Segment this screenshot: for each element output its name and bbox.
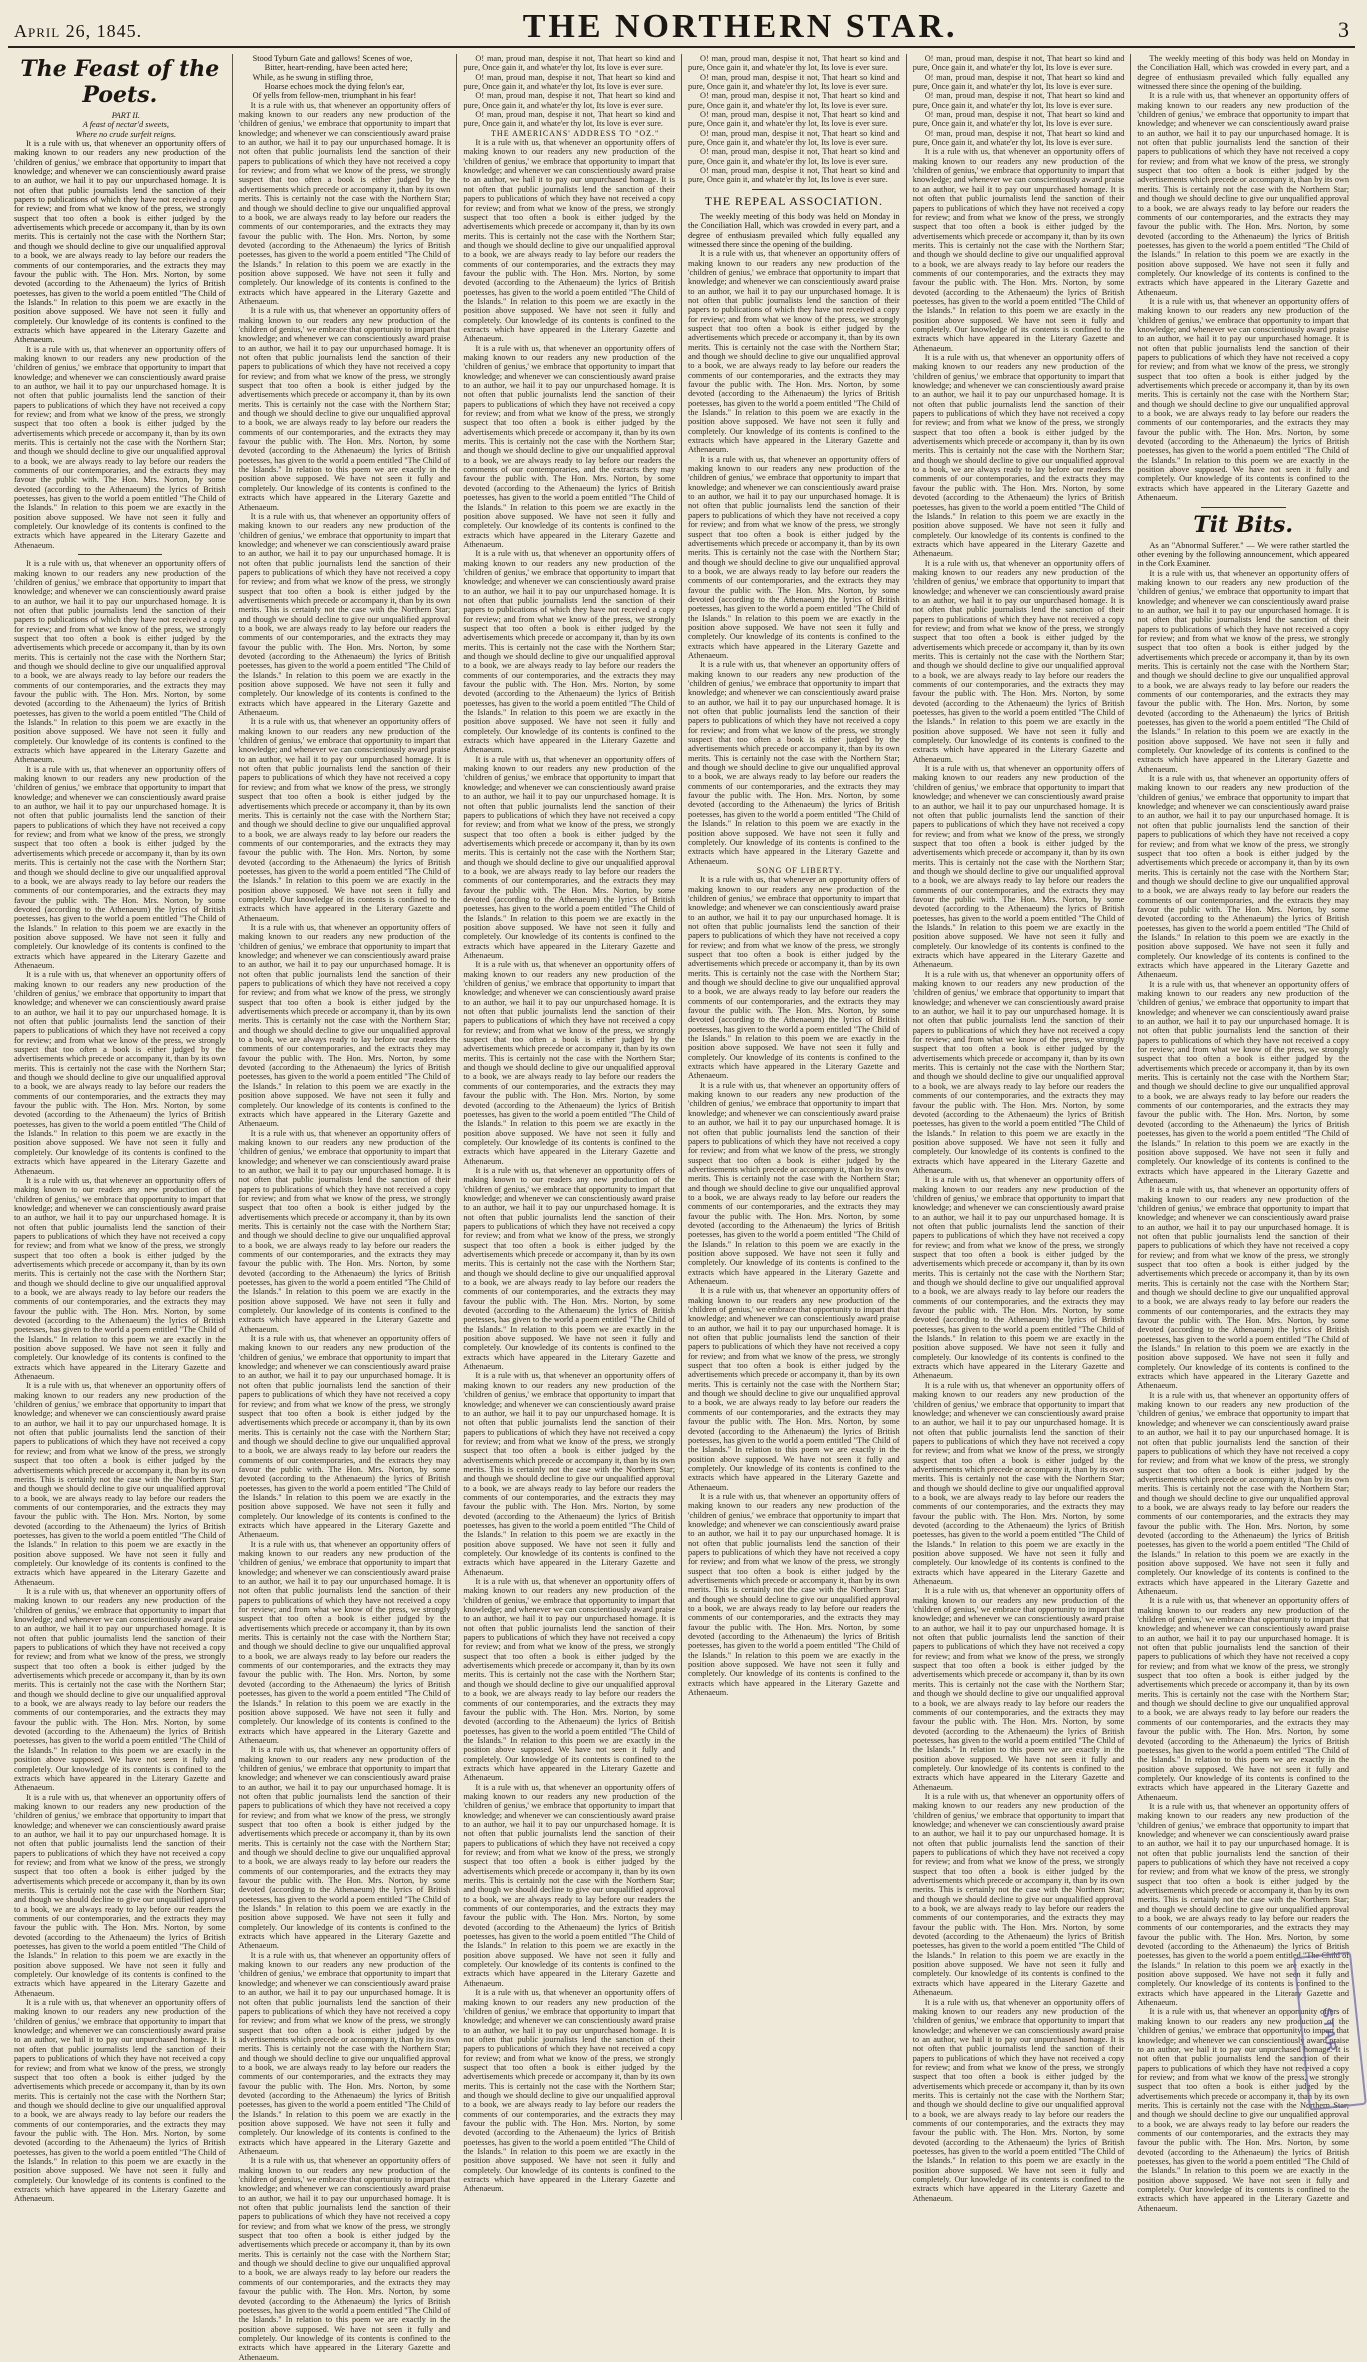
article-text: It is a rule with us, that whenever an opportunity offers of making known to our readers any new production of the 'children of genius,' we embrace that opportunity to impart that knowledge; and whenever we can conscientiously award praise to an author, we hail it to pay our unpurchased homage. It is not often that public journalists lend the sanction of their papers to publications of which they have not received a copy for review; and from what we know of the press, we strongly suspect that too often a book is either judged by the advertisements which precede or accompany it, than by its own merits. This is certainly not the case with the Northern Star; and though we should decline to give our unqualified approval to a book, we are always ready to lay before our readers the comments of our contemporaries, and the extracts they may favour the public with. The Hon. Mrs. Norton, by some devoted (according to the Athenaeum) the lyrics of British poetesses, has given to the world a poem entitled "The Child of the Islands." In relation to this poem we are exactly in the position above supposed. We have not seen it fully and completely. Our knowledge of its contents is confined to the extracts which have appeared in the Literary Gazette and Athenaeum.	[14, 1792, 226, 1998]
article-text: It is a rule with us, that whenever an opportunity offers of making known to our readers any new production of the 'children of genius,' we embrace that opportunity to impart that knowledge; and whenever we can conscientiously award praise to an author, we hail it to pay our unpurchased homage. It is not often that public journalists lend the sanction of their papers to publications of which they have not received a copy for review; and from what we know of the press, we strongly suspect that too often a book is either judged by the advertisements which precede or accompany it, than by its own merits. This is certainly not the case with the Northern Star; and though we should decline to give our unqualified approval to a book, we are always ready to lay before our readers the comments of our contemporaries, and the extracts they may favour the public with. The Hon. Mrs. Norton, by some devoted (according to the Athenaeum) the lyrics of British poetesses, has given to the world a poem entitled "The Child of the Islands." In relation to this poem we are exactly in the position above supposed. We have not seen it fully and completely. Our knowledge of its contents is confined to the extracts which have appeared in the Literary Gazette and Athenaeum.	[14, 1381, 226, 1587]
article-text: It is a rule with us, that whenever an opportunity offers of making known to our readers any new production of the 'children of genius,' we embrace that opportunity to impart that knowledge; and whenever we can conscientiously award praise to an author, we hail it to pay our unpurchased homage. It is not often that public journalists lend the sanction of their papers to publications of which they have not received a copy for review; and from what we know of the press, we strongly suspect that too often a book is either judged by the advertisements which precede or accompany it, than by its own merits. This is certainly not the case with the Northern Star; and though we should decline to give our unqualified approval to a book, we are always ready to lay before our readers the comments of our contemporaries, and the extracts they may favour the public with. The Hon. Mrs. Norton, by some devoted (according to the Athenaeum) the lyrics of British poetesses, has given to the world a poem entitled "The Child of the Islands." In relation to this poem we are exactly in the position above supposed. We have not seen it fully and completely. Our knowledge of its contents is confined to the extracts which have appeared in the Literary Gazette and Athenaeum.	[463, 549, 676, 755]
article-text: It is a rule with us, that whenever an opportunity offers of making known to our readers any new production of the 'children of genius,' we embrace that opportunity to impart that knowledge; and whenever we can conscientiously award praise to an author, we hail it to pay our unpurchased homage. It is not often that public journalists lend the sanction of their papers to publications of which they have not received a copy for review; and from what we know of the press, we strongly suspect that too often a book is either judged by the advertisements which precede or accompany it, than by its own merits. This is certainly not the case with the Northern Star; and though we should decline to give our unqualified approval to a book, we are always ready to lay before our readers the comments of our contemporaries, and the extracts they may favour the public with. The Hon. Mrs. Norton, by some devoted (according to the Athenaeum) the lyrics of British poetesses, has given to the world a poem entitled "The Child of the Islands." In relation to this poem we are exactly in the position above supposed. We have not seen it fully and completely. Our knowledge of its contents is confined to the extracts which have appeared in the Literary Gazette and Athenaeum.	[14, 1175, 226, 1382]
verse-text: O! man, proud man, despise it not, That heart so kind and pure, Once gain it, and whate'er thy lot, Its love is ever sure.	[463, 91, 676, 110]
article-text: It is a rule with us, that whenever an opportunity offers of making known to our readers any new production of the 'children of genius,' we embrace that opportunity to impart that knowledge; and whenever we can conscientiously award praise to an author, we hail it to pay our unpurchased homage. It is not often that public journalists lend the sanction of their papers to publications of which they have not received a copy for review; and from what we know of the press, we strongly suspect that too often a book is either judged by the advertisements which precede or accompany it, than by its own merits. This is certainly not the case with the Northern Star; and though we should decline to give our unqualified approval to a book, we are always ready to lay before our readers the comments of our contemporaries, and the extracts they may favour the public with. The Hon. Mrs. Norton, by some devoted (according to the Athenaeum) the lyrics of British poetesses, has given to the world a poem entitled "The Child of the Islands." In relation to this poem we are exactly in the position above supposed. We have not seen it fully and completely. Our knowledge of its contents is confined to the extracts which have appeared in the Literary Gazette and Athenaeum.	[1137, 568, 1350, 774]
section-heading-repeal: THE REPEAL ASSOCIATION.	[704, 193, 883, 208]
article-text: It is a rule with us, that whenever an opportunity offers of making known to our readers any new production of the 'children of genius,' we embrace that opportunity to impart that knowledge; and whenever we can conscientiously award praise to an author, we hail it to pay our unpurchased homage. It is not often that public journalists lend the sanction of their papers to publications of which they have not received a copy for review; and from what we know of the press, we strongly suspect that too often a book is either judged by the advertisements which precede or accompany it, than by its own merits. This is certainly not the case with the Northern Star; and though we should decline to give our unqualified approval to a book, we are always ready to lay before our readers the comments of our contemporaries, and the extracts they may favour the public with. The Hon. Mrs. Norton, by some devoted (according to the Athenaeum) the lyrics of British poetesses, has given to the world a poem entitled "The Child of the Islands." In relation to this poem we are exactly in the position above supposed. We have not seen it fully and completely. Our knowledge of its contents is confined to the extracts which have appeared in the Literary Gazette and Athenaeum.	[1137, 979, 1350, 1185]
article-text: It is a rule with us, that whenever an opportunity offers of making known to our readers any new production of the 'children of genius,' we embrace that opportunity to impart that knowledge; and whenever we can conscientiously award praise to an author, we hail it to pay our unpurchased homage. It is not often that public journalists lend the sanction of their papers to publications of which they have not received a copy for review; and from what we know of the press, we strongly suspect that too often a book is either judged by the advertisements which precede or accompany it, than by its own merits. This is certainly not the case with the Northern Star; and though we should decline to give our unqualified approval to a book, we are always ready to lay before our readers the comments of our contemporaries, and the extracts they may favour the public with. The Hon. Mrs. Norton, by some devoted (according to the Athenaeum) the lyrics of British poetesses, has given to the world a poem entitled "The Child of the Islands." In relation to this poem we are exactly in the position above supposed. We have not seen it fully and completely. Our knowledge of its contents is confined to the extracts which have appeared in the Literary Gazette and Athenaeum.	[688, 249, 900, 455]
article-text: It is a rule with us, that whenever an opportunity offers of making known to our readers any new production of the 'children of genius,' we embrace that opportunity to impart that knowledge; and whenever we can conscientiously award praise to an author, we hail it to pay our unpurchased homage. It is not often that public journalists lend the sanction of their papers to publications of which they have not received a copy for review; and from what we know of the press, we strongly suspect that too often a book is either judged by the advertisements which precede or accompany it, than by its own merits. This is certainly not the case with the Northern Star; and though we should decline to give our unqualified approval to a book, we are always ready to lay before our readers the comments of our contemporaries, and the extracts they may favour the public with. The Hon. Mrs. Norton, by some devoted (according to the Athenaeum) the lyrics of British poetesses, has given to the world a poem entitled "The Child of the Islands." In relation to this poem we are exactly in the position above supposed. We have not seen it fully and completely. Our knowledge of its contents is confined to the extracts which have appeared in the Literary Gazette and Athenaeum.	[238, 511, 451, 718]
newspaper-title: THE NORTHERN STAR.	[522, 8, 958, 45]
article-text: It is a rule with us, that whenever an opportunity offers of making known to our readers any new production of the 'children of genius,' we embrace that opportunity to impart that knowledge; and whenever we can conscientiously award praise to an author, we hail it to pay our unpurchased homage. It is not often that public journalists lend the sanction of their papers to publications of which they have not received a copy for review; and from what we know of the press, we strongly suspect that too often a book is either judged by the advertisements which precede or accompany it, than by its own merits. This is certainly not the case with the Northern Star; and though we should decline to give our unqualified approval to a book, we are always ready to lay before our readers the comments of our contemporaries, and the extracts they may favour the public with. The Hon. Mrs. Norton, by some devoted (according to the Athenaeum) the lyrics of British poetesses, has given to the world a poem entitled "The Child of the Islands." In relation to this poem we are exactly in the position above supposed. We have not seen it fully and completely. Our knowledge of its contents is confined to the extracts which have appeared in the Literary Gazette and Athenaeum.	[238, 922, 451, 1129]
article-text: It is a rule with us, that whenever an opportunity offers of making known to our readers any new production of the 'children of genius,' we embrace that opportunity to impart that knowledge; and whenever we can conscientiously award praise to an author, we hail it to pay our unpurchased homage. It is not often that public journalists lend the sanction of their papers to publications of which they have not received a copy for review; and from what we know of the press, we strongly suspect that too often a book is either judged by the advertisements which precede or accompany it, than by its own merits. This is certainly not the case with the Northern Star; and though we should decline to give our unqualified approval to a book, we are always ready to lay before our readers the comments of our contemporaries, and the extracts they may favour the public with. The Hon. Mrs. Norton, by some devoted (according to the Athenaeum) the lyrics of British poetesses, has given to the world a poem entitled "The Child of the Islands." In relation to this poem we are exactly in the position above supposed. We have not seen it fully and completely. Our knowledge of its contents is confined to the extracts which have appeared in the Literary Gazette and Athenaeum.	[912, 969, 1125, 1175]
article-text: It is a rule with us, that whenever an opportunity offers of making known to our readers any new production of the 'children of genius,' we embrace that opportunity to impart that knowledge; and whenever we can conscientiously award praise to an author, we hail it to pay our unpurchased homage. It is not often that public journalists lend the sanction of their papers to publications of which they have not received a copy for review; and from what we know of the press, we strongly suspect that too often a book is either judged by the advertisements which precede or accompany it, than by its own merits. This is certainly not the case with the Northern Star; and though we should decline to give our unqualified approval to a book, we are always ready to lay before our readers the comments of our contemporaries, and the extracts they may favour the public with. The Hon. Mrs. Norton, by some devoted (according to the Athenaeum) the lyrics of British poetesses, has given to the world a poem entitled "The Child of the Islands." In relation to this poem we are exactly in the position above supposed. We have not seen it fully and completely. Our knowledge of its contents is confined to the extracts which have appeared in the Literary Gazette and Athenaeum.	[912, 558, 1125, 764]
verse-text: O! man, proud man, despise it not, That heart so kind and pure, Once gain it, and whate'er thy lot, Its love is ever sure.	[688, 166, 900, 185]
verse-text: O! man, proud man, despise it not, That heart so kind and pure, Once gain it, and whate'er thy lot, Its love is ever sure.	[912, 91, 1125, 110]
section-heading-tit-bits: Tit Bits.	[1193, 511, 1294, 538]
article-text: It is a rule with us, that whenever an opportunity offers of making known to our readers any new production of the 'children of genius,' we embrace that opportunity to impart that knowledge; and whenever we can conscientiously award praise to an author, we hail it to pay our unpurchased homage. It is not often that public journalists lend the sanction of their papers to publications of which they have not received a copy for review; and from what we know of the press, we strongly suspect that too often a book is either judged by the advertisements which precede or accompany it, than by its own merits. This is certainly not the case with the Northern Star; and though we should decline to give our unqualified approval to a book, we are always ready to lay before our readers the comments of our contemporaries, and the extracts they may favour the public with. The Hon. Mrs. Norton, by some devoted (according to the Athenaeum) the lyrics of British poetesses, has given to the world a poem entitled "The Child of the Islands." In relation to this poem we are exactly in the position above supposed. We have not seen it fully and completely. Our knowledge of its contents is confined to the extracts which have appeared in the Literary Gazette and Athenaeum.	[1137, 774, 1350, 980]
article-text: It is a rule with us, that whenever an opportunity offers of making known to our readers any new production of the 'children of genius,' we embrace that opportunity to impart that knowledge; and whenever we can conscientiously award praise to an author, we hail it to pay our unpurchased homage. It is not often that public journalists lend the sanction of their papers to publications of which they have not received a copy for review; and from what we know of the press, we strongly suspect that too often a book is either judged by the advertisements which precede or accompany it, than by its own merits. This is certainly not the case with the Northern Star; and though we should decline to give our unqualified approval to a book, we are always ready to lay before our readers the comments of our contemporaries, and the extracts they may favour the public with. The Hon. Mrs. Norton, by some devoted (according to the Athenaeum) the lyrics of British poetesses, has given to the world a poem entitled "The Child of the Islands." In relation to this poem we are exactly in the position above supposed. We have not seen it fully and completely. Our knowledge of its contents is confined to the extracts which have appeared in the Literary Gazette and Athenaeum.	[238, 717, 451, 923]
motto-line-1: A feast of nectar'd sweets,	[82, 120, 169, 130]
article-text: It is a rule with us, that whenever an opportunity offers of making known to our readers any new production of the 'children of genius,' we embrace that opportunity to impart that knowledge; and whenever we can conscientiously award praise to an author, we hail it to pay our unpurchased homage. It is not often that public journalists lend the sanction of their papers to publications of which they have not received a copy for review; and from what we know of the press, we strongly suspect that too often a book is either judged by the advertisements which precede or accompany it, than by its own merits. This is certainly not the case with the Northern Star; and though we should decline to give our unqualified approval to a book, we are always ready to lay before our readers the comments of our contemporaries, and the extracts they may favour the public with. The Hon. Mrs. Norton, by some devoted (according to the Athenaeum) the lyrics of British poetesses, has given to the world a poem entitled "The Child of the Islands." In relation to this poem we are exactly in the position above supposed. We have not seen it fully and completely. Our knowledge of its contents is confined to the extracts which have appeared in the Literary Gazette and Athenaeum.	[912, 1175, 1125, 1381]
column-3	[456, 54, 681, 2194]
article-text: It is a rule with us, that whenever an opportunity offers of making known to our readers any new production of the 'children of genius,' we embrace that opportunity to impart that knowledge; and whenever we can conscientiously award praise to an author, we hail it to pay our unpurchased homage. It is not often that public journalists lend the sanction of their papers to publications of which they have not received a copy for review; and from what we know of the press, we strongly suspect that too often a book is either judged by the advertisements which precede or accompany it, than by its own merits. This is certainly not the case with the Northern Star; and though we should decline to give our unqualified approval to a book, we are always ready to lay before our readers the comments of our contemporaries, and the extracts they may favour the public with. The Hon. Mrs. Norton, by some devoted (according to the Athenaeum) the lyrics of British poetesses, has given to the world a poem entitled "The Child of the Islands." In relation to this poem we are exactly in the position above supposed. We have not seen it fully and completely. Our knowledge of its contents is confined to the extracts which have appeared in the Literary Gazette and Athenaeum.	[14, 1998, 226, 2204]
article-text: The weekly meeting of this body was held on Monday in the Conciliation Hall, which was crowded in every part, and a degree of enthusiasm prevailed which fully equalled any witnessed there since the opening of the building.	[1137, 54, 1350, 92]
article-text: It is a rule with us, that whenever an opportunity offers of making known to our readers any new production of the 'children of genius,' we embrace that opportunity to impart that knowledge; and whenever we can conscientiously award praise to an author, we hail it to pay our unpurchased homage. It is not often that public journalists lend the sanction of their papers to publications of which they have not received a copy for review; and from what we know of the press, we strongly suspect that too often a book is either judged by the advertisements which precede or accompany it, than by its own merits. This is certainly not the case with the Northern Star; and though we should decline to give our unqualified approval to a book, we are always ready to lay before our readers the comments of our contemporaries, and the extracts they may favour the public with. The Hon. Mrs. Norton, by some devoted (according to the Athenaeum) the lyrics of British poetesses, has given to the world a poem entitled "The Child of the Islands." In relation to this poem we are exactly in the position above supposed. We have not seen it fully and completely. Our knowledge of its contents is confined to the extracts which have appeared in the Literary Gazette and Athenaeum.	[912, 1791, 1125, 1998]
article-text: It is a rule with us, that whenever an opportunity offers of making known to our readers any new production of the 'children of genius,' we embrace that opportunity to impart that knowledge; and whenever we can conscientiously award praise to an author, we hail it to pay our unpurchased homage. It is not often that public journalists lend the sanction of their papers to publications of which they have not received a copy for review; and from what we know of the press, we strongly suspect that too often a book is either judged by the advertisements which precede or accompany it, than by its own merits. This is certainly not the case with the Northern Star; and though we should decline to give our unqualified approval to a book, we are always ready to lay before our readers the comments of our contemporaries, and the extracts they may favour the public with. The Hon. Mrs. Norton, by some devoted (according to the Athenaeum) the lyrics of British poetesses, has given to the world a poem entitled "The Child of the Islands." In relation to this poem we are exactly in the position above supposed. We have not seen it fully and completely. Our knowledge of its contents is confined to the extracts which have appeared in the Literary Gazette and Athenaeum.	[463, 1782, 676, 1988]
verse-text: O! man, proud man, despise it not, That heart so kind and pure, Once gain it, and whate'er thy lot, Its love is ever sure.	[688, 54, 900, 73]
verse-line: Hoarse echoes mock the dying felon's ear,	[264, 82, 405, 92]
verse-line: Bitter, heart-rending, have been acted here;	[264, 63, 408, 73]
column-6	[1130, 54, 1355, 2213]
verse-text: O! man, proud man, despise it not, That heart so kind and pure, Once gain it, and whate'er thy lot, Its love is ever sure.	[688, 91, 900, 110]
article-text: It is a rule with us, that whenever an opportunity offers of making known to our readers any new production of the 'children of genius,' we embrace that opportunity to impart that knowledge; and whenever we can conscientiously award praise to an author, we hail it to pay our unpurchased homage. It is not often that public journalists lend the sanction of their papers to publications of which they have not received a copy for review; and from what we know of the press, we strongly suspect that too often a book is either judged by the advertisements which precede or accompany it, than by its own merits. This is certainly not the case with the Northern Star; and though we should decline to give our unqualified approval to a book, we are always ready to lay before our readers the comments of our contemporaries, and the extracts they may favour the public with. The Hon. Mrs. Norton, by some devoted (according to the Athenaeum) the lyrics of British poetesses, has given to the world a poem entitled "The Child of the Islands." In relation to this poem we are exactly in the position above supposed. We have not seen it fully and completely. Our knowledge of its contents is confined to the extracts which have appeared in the Literary Gazette and Athenaeum.	[1137, 296, 1350, 503]
article-text: It is a rule with us, that whenever an opportunity offers of making known to our readers any new production of the 'children of genius,' we embrace that opportunity to impart that knowledge; and whenever we can conscientiously award praise to an author, we hail it to pay our unpurchased homage. It is not often that public journalists lend the sanction of their papers to publications of which they have not received a copy for review; and from what we know of the press, we strongly suspect that too often a book is either judged by the advertisements which precede or accompany it, than by its own merits. This is certainly not the case with the Northern Star; and though we should decline to give our unqualified approval to a book, we are always ready to lay before our readers the comments of our contemporaries, and the extracts they may favour the public with. The Hon. Mrs. Norton, by some devoted (according to the Athenaeum) the lyrics of British poetesses, has given to the world a poem entitled "The Child of the Islands." In relation to this poem we are exactly in the position above supposed. We have not seen it fully and completely. Our knowledge of its contents is confined to the extracts which have appeared in the Literary Gazette and Athenaeum.	[1137, 1185, 1350, 1391]
verse-text: O! man, proud man, despise it not, That heart so kind and pure, Once gain it, and whate'er thy lot, Its love is ever sure.	[688, 128, 900, 148]
divider	[752, 189, 837, 190]
article-text: It is a rule with us, that whenever an opportunity offers of making known to our readers any new production of the 'children of genius,' we embrace that opportunity to impart that knowledge; and whenever we can conscientiously award praise to an author, we hail it to pay our unpurchased homage. It is not often that public journalists lend the sanction of their papers to publications of which they have not received a copy for review; and from what we know of the press, we strongly suspect that too often a book is either judged by the advertisements which precede or accompany it, than by its own merits. This is certainly not the case with the Northern Star; and though we should decline to give our unqualified approval to a book, we are always ready to lay before our readers the comments of our contemporaries, and the extracts they may favour the public with. The Hon. Mrs. Norton, by some devoted (according to the Athenaeum) the lyrics of British poetesses, has given to the world a poem entitled "The Child of the Islands." In relation to this poem we are exactly in the position above supposed. We have not seen it fully and completely. Our knowledge of its contents is confined to the extracts which have appeared in the Literary Gazette and Athenaeum.	[1137, 1596, 1350, 1802]
article-text: It is a rule with us, that whenever an opportunity offers of making known to our readers any new production of the 'children of genius,' we embrace that opportunity to impart that knowledge; and whenever we can conscientiously award praise to an author, we hail it to pay our unpurchased homage. It is not often that public journalists lend the sanction of their papers to publications of which they have not received a copy for review; and from what we know of the press, we strongly suspect that too often a book is either judged by the advertisements which precede or accompany it, than by its own merits. This is certainly not the case with the Northern Star; and though we should decline to give our unqualified approval to a book, we are always ready to lay before our readers the comments of our contemporaries, and the extracts they may favour the public with. The Hon. Mrs. Norton, by some devoted (according to the Athenaeum) the lyrics of British poetesses, has given to the world a poem entitled "The Child of the Islands." In relation to this poem we are exactly in the position above supposed. We have not seen it fully and completely. Our knowledge of its contents is confined to the extracts which have appeared in the Literary Gazette and Athenaeum.	[1137, 1801, 1350, 2008]
article-text: It is a rule with us, that whenever an opportunity offers of making known to our readers any new production of the 'children of genius,' we embrace that opportunity to impart that knowledge; and whenever we can conscientiously award praise to an author, we hail it to pay our unpurchased homage. It is not often that public journalists lend the sanction of their papers to publications of which they have not received a copy for review; and from what we know of the press, we strongly suspect that too often a book is either judged by the advertisements which precede or accompany it, than by its own merits. This is certainly not the case with the Northern Star; and though we should decline to give our unqualified approval to a book, we are always ready to lay before our readers the comments of our contemporaries, and the extracts they may favour the public with. The Hon. Mrs. Norton, by some devoted (according to the Athenaeum) the lyrics of British poetesses, has given to the world a poem entitled "The Child of the Islands." In relation to this poem we are exactly in the position above supposed. We have not seen it fully and completely. Our knowledge of its contents is confined to the extracts which have appeared in the Literary Gazette and Athenaeum.	[463, 960, 676, 1166]
part-label: PART II.	[111, 111, 140, 120]
masthead	[0, 8, 1363, 44]
motto-line-2: Where no crude surfeit reigns.	[75, 129, 177, 139]
article-text: It is a rule with us, that whenever an opportunity offers of making known to our readers any new production of the 'children of genius,' we embrace that opportunity to impart that knowledge; and whenever we can conscientiously award praise to an author, we hail it to pay our unpurchased homage. It is not often that public journalists lend the sanction of their papers to publications of which they have not received a copy for review; and from what we know of the press, we strongly suspect that too often a book is either judged by the advertisements which precede or accompany it, than by its own merits. This is certainly not the case with the Northern Star; and though we should decline to give our unqualified approval to a book, we are always ready to lay before our readers the comments of our contemporaries, and the extracts they may favour the public with. The Hon. Mrs. Norton, by some devoted (according to the Athenaeum) the lyrics of British poetesses, has given to the world a poem entitled "The Child of the Islands." In relation to this poem we are exactly in the position above supposed. We have not seen it fully and completely. Our knowledge of its contents is confined to the extracts which have appeared in the Literary Gazette and Athenaeum.	[238, 1745, 451, 1951]
article-body: The weekly meeting of this body was held on Monday in the Conciliation Hall, which was crowded in every part, and a degree of enthusiasm prevailed which fully equalled any witnessed there since the opening of the building.	[688, 211, 900, 249]
column-1	[8, 54, 232, 2204]
article-text: It is a rule with us, that whenever an opportunity offers of making known to our readers any new production of the 'children of genius,' we embrace that opportunity to impart that knowledge; and whenever we can conscientiously award praise to an author, we hail it to pay our unpurchased homage. It is not often that public journalists lend the sanction of their papers to publications of which they have not received a copy for review; and from what we know of the press, we strongly suspect that too often a book is either judged by the advertisements which precede or accompany it, than by its own merits. This is certainly not the case with the Northern Star; and though we should decline to give our unqualified approval to a book, we are always ready to lay before our readers the comments of our contemporaries, and the extracts they may favour the public with. The Hon. Mrs. Norton, by some devoted (according to the Athenaeum) the lyrics of British poetesses, has given to the world a poem entitled "The Child of the Islands." In relation to this poem we are exactly in the position above supposed. We have not seen it fully and completely. Our knowledge of its contents is confined to the extracts which have appeared in the Literary Gazette and Athenaeum.	[238, 1539, 451, 1745]
verse-text: O! man, proud man, despise it not, That heart so kind and pure, Once gain it, and whate'er thy lot, Its love is ever sure.	[463, 72, 676, 92]
verse-text: O! man, proud man, despise it not, That heart so kind and pure, Once gain it, and whate'er thy lot, Its love is ever sure.	[463, 54, 676, 73]
verse-text: O! man, proud man, despise it not, That heart so kind and pure, Once gain it, and whate'er thy lot, Its love is ever sure.	[912, 110, 1125, 129]
divider	[78, 554, 163, 555]
article-text: It is a rule with us, that whenever an opportunity offers of making known to our readers any new production of the 'children of genius,' we embrace that opportunity to impart that knowledge; and whenever we can conscientiously award praise to an author, we hail it to pay our unpurchased homage. It is not often that public journalists lend the sanction of their papers to publications of which they have not received a copy for review; and from what we know of the press, we strongly suspect that too often a book is either judged by the advertisements which precede or accompany it, than by its own merits. This is certainly not the case with the Northern Star; and though we should decline to give our unqualified approval to a book, we are always ready to lay before our readers the comments of our contemporaries, and the extracts they may favour the public with. The Hon. Mrs. Norton, by some devoted (according to the Athenaeum) the lyrics of British poetesses, has given to the world a poem entitled "The Child of the Islands." In relation to this poem we are exactly in the position above supposed. We have not seen it fully and completely. Our knowledge of its contents is confined to the extracts which have appeared in the Literary Gazette and Athenaeum.	[463, 1988, 676, 2194]
article-text: It is a rule with us, that whenever an opportunity offers of making known to our readers any new production of the 'children of genius,' we embrace that opportunity to impart that knowledge; and whenever we can conscientiously award praise to an author, we hail it to pay our unpurchased homage. It is not often that public journalists lend the sanction of their papers to publications of which they have not received a copy for review; and from what we know of the press, we strongly suspect that too often a book is either judged by the advertisements which precede or accompany it, than by its own merits. This is certainly not the case with the Northern Star; and though we should decline to give our unqualified approval to a book, we are always ready to lay before our readers the comments of our contemporaries, and the extracts they may favour the public with. The Hon. Mrs. Norton, by some devoted (according to the Athenaeum) the lyrics of British poetesses, has given to the world a poem entitled "The Child of the Islands." In relation to this poem we are exactly in the position above supposed. We have not seen it fully and completely. Our knowledge of its contents is confined to the extracts which have appeared in the Literary Gazette and Athenaeum.	[463, 138, 676, 344]
article-text: It is a rule with us, that whenever an opportunity offers of making known to our readers any new production of the 'children of genius,' we embrace that opportunity to impart that knowledge; and whenever we can conscientiously award praise to an author, we hail it to pay our unpurchased homage. It is not often that public journalists lend the sanction of their papers to publications of which they have not received a copy for review; and from what we know of the press, we strongly suspect that too often a book is either judged by the advertisements which precede or accompany it, than by its own merits. This is certainly not the case with the Northern Star; and though we should decline to give our unqualified approval to a book, we are always ready to lay before our readers the comments of our contemporaries, and the extracts they may favour the public with. The Hon. Mrs. Norton, by some devoted (according to the Athenaeum) the lyrics of British poetesses, has given to the world a poem entitled "The Child of the Islands." In relation to this poem we are exactly in the position above supposed. We have not seen it fully and completely. Our knowledge of its contents is confined to the extracts which have appeared in the Literary Gazette and Athenaeum.	[688, 1491, 900, 1698]
stamp-text: STAR	[1319, 2007, 1341, 2055]
article-text: It is a rule with us, that whenever an opportunity offers of making known to our readers any new production of the 'children of genius,' we embrace that opportunity to impart that knowledge; and whenever we can conscientiously award praise to an author, we hail it to pay our unpurchased homage. It is not often that public journalists lend the sanction of their papers to publications of which they have not received a copy for review; and from what we know of the press, we strongly suspect that too often a book is either judged by the advertisements which precede or accompany it, than by its own merits. This is certainly not the case with the Northern Star; and though we should decline to give our unqualified approval to a book, we are always ready to lay before our readers the comments of our contemporaries, and the extracts they may favour the public with. The Hon. Mrs. Norton, by some devoted (according to the Athenaeum) the lyrics of British poetesses, has given to the world a poem entitled "The Child of the Islands." In relation to this poem we are exactly in the position above supposed. We have not seen it fully and completely. Our knowledge of its contents is confined to the extracts which have appeared in the Literary Gazette and Athenaeum.	[1137, 1390, 1350, 1596]
article-text: It is a rule with us, that whenever an opportunity offers of making known to our readers any new production of the 'children of genius,' we embrace that opportunity to impart that knowledge; and whenever we can conscientiously award praise to an author, we hail it to pay our unpurchased homage. It is not often that public journalists lend the sanction of their papers to publications of which they have not received a copy for review; and from what we know of the press, we strongly suspect that too often a book is either judged by the advertisements which precede or accompany it, than by its own merits. This is certainly not the case with the Northern Star; and though we should decline to give our unqualified approval to a book, we are always ready to lay before our readers the comments of our contemporaries, and the extracts they may favour the public with. The Hon. Mrs. Norton, by some devoted (according to the Athenaeum) the lyrics of British poetesses, has given to the world a poem entitled "The Child of the Islands." In relation to this poem we are exactly in the position above supposed. We have not seen it fully and completely. Our knowledge of its contents is confined to the extracts which have appeared in the Literary Gazette and Athenaeum.	[688, 875, 900, 1081]
column-2	[232, 54, 457, 2362]
masthead-rule	[8, 46, 1355, 48]
article-text: It is a rule with us, that whenever an opportunity offers of making known to our readers any new production of the 'children of genius,' we embrace that opportunity to impart that knowledge; and whenever we can conscientiously award praise to an author, we hail it to pay our unpurchased homage. It is not often that public journalists lend the sanction of their papers to publications of which they have not received a copy for review; and from what we know of the press, we strongly suspect that too often a book is either judged by the advertisements which precede or accompany it, than by its own merits. This is certainly not the case with the Northern Star; and though we should decline to give our unqualified approval to a book, we are always ready to lay before our readers the comments of our contemporaries, and the extracts they may favour the public with. The Hon. Mrs. Norton, by some devoted (according to the Athenaeum) the lyrics of British poetesses, has given to the world a poem entitled "The Child of the Islands." In relation to this poem we are exactly in the position above supposed. We have not seen it fully and completely. Our knowledge of its contents is confined to the extracts which have appeared in the Literary Gazette and Athenaeum.	[912, 147, 1125, 353]
verse-text: O! man, proud man, despise it not, That heart so kind and pure, Once gain it, and whate'er thy lot, Its love is ever sure.	[688, 147, 900, 166]
columns	[8, 54, 1355, 2362]
article-text: It is a rule with us, that whenever an opportunity offers of making known to our readers any new production of the 'children of genius,' we embrace that opportunity to impart that knowledge; and whenever we can conscientiously award praise to an author, we hail it to pay our unpurchased homage. It is not often that public journalists lend the sanction of their papers to publications of which they have not received a copy for review; and from what we know of the press, we strongly suspect that too often a book is either judged by the advertisements which precede or accompany it, than by its own merits. This is certainly not the case with the Northern Star; and though we should decline to give our unqualified approval to a book, we are always ready to lay before our readers the comments of our contemporaries, and the extracts they may favour the public with. The Hon. Mrs. Norton, by some devoted (according to the Athenaeum) the lyrics of British poetesses, has given to the world a poem entitled "The Child of the Islands." In relation to this poem we are exactly in the position above supposed. We have not seen it fully and completely. Our knowledge of its contents is confined to the extracts which have appeared in the Literary Gazette and Athenaeum.	[1137, 91, 1350, 297]
article-text: It is a rule with us, that whenever an opportunity offers of making known to our readers any new production of the 'children of genius,' we embrace that opportunity to impart that knowledge; and whenever we can conscientiously award praise to an author, we hail it to pay our unpurchased homage. It is not often that public journalists lend the sanction of their papers to publications of which they have not received a copy for review; and from what we know of the press, we strongly suspect that too often a book is either judged by the advertisements which precede or accompany it, than by its own merits. This is certainly not the case with the Northern Star; and though we should decline to give our unqualified approval to a book, we are always ready to lay before our readers the comments of our contemporaries, and the extracts they may favour the public with. The Hon. Mrs. Norton, by some devoted (according to the Athenaeum) the lyrics of British poetesses, has given to the world a poem entitled "The Child of the Islands." In relation to this poem we are exactly in the position above supposed. We have not seen it fully and completely. Our knowledge of its contents is confined to the extracts which have appeared in the Literary Gazette and Athenaeum.	[14, 559, 226, 765]
poem-extract	[239, 54, 451, 101]
verse-text: O! man, proud man, despise it not, That heart so kind and pure, Once gain it, and whate'er thy lot, Its love is ever sure.	[688, 72, 900, 92]
article-text: It is a rule with us, that whenever an opportunity offers of making known to our readers any new production of the 'children of genius,' we embrace that opportunity to impart that knowledge; and whenever we can conscientiously award praise to an author, we hail it to pay our unpurchased homage. It is not often that public journalists lend the sanction of their papers to publications of which they have not received a copy for review; and from what we know of the press, we strongly suspect that too often a book is either judged by the advertisements which precede or accompany it, than by its own merits. This is certainly not the case with the Northern Star; and though we should decline to give our unqualified approval to a book, we are always ready to lay before our readers the comments of our contemporaries, and the extracts they may favour the public with. The Hon. Mrs. Norton, by some devoted (according to the Athenaeum) the lyrics of British poetesses, has given to the world a poem entitled "The Child of the Islands." In relation to this poem we are exactly in the position above supposed. We have not seen it fully and completely. Our knowledge of its contents is confined to the extracts which have appeared in the Literary Gazette and Athenaeum.	[688, 1080, 900, 1286]
poem-title: THE AMERICANS' ADDRESS TO "OZ."	[491, 128, 660, 138]
article-text: It is a rule with us, that whenever an opportunity offers of making known to our readers any new production of the 'children of genius,' we embrace that opportunity to impart that knowledge; and whenever we can conscientiously award praise to an author, we hail it to pay our unpurchased homage. It is not often that public journalists lend the sanction of their papers to publications of which they have not received a copy for review; and from what we know of the press, we strongly suspect that too often a book is either judged by the advertisements which precede or accompany it, than by its own merits. This is certainly not the case with the Northern Star; and though we should decline to give our unqualified approval to a book, we are always ready to lay before our readers the comments of our contemporaries, and the extracts they may favour the public with. The Hon. Mrs. Norton, by some devoted (according to the Athenaeum) the lyrics of British poetesses, has given to the world a poem entitled "The Child of the Islands." In relation to this poem we are exactly in the position above supposed. We have not seen it fully and completely. Our knowledge of its contents is confined to the extracts which have appeared in the Literary Gazette and Athenaeum.	[912, 1997, 1125, 2203]
article-text: It is a rule with us, that whenever an opportunity offers of making known to our readers any new production of the 'children of genius,' we embrace that opportunity to impart that knowledge; and whenever we can conscientiously award praise to an author, we hail it to pay our unpurchased homage. It is not often that public journalists lend the sanction of their papers to publications of which they have not received a copy for review; and from what we know of the press, we strongly suspect that too often a book is either judged by the advertisements which precede or accompany it, than by its own merits. This is certainly not the case with the Northern Star; and though we should decline to give our unqualified approval to a book, we are always ready to lay before our readers the comments of our contemporaries, and the extracts they may favour the public with. The Hon. Mrs. Norton, by some devoted (according to the Athenaeum) the lyrics of British poetesses, has given to the world a poem entitled "The Child of the Islands." In relation to this poem we are exactly in the position above supposed. We have not seen it fully and completely. Our knowledge of its contents is confined to the extracts which have appeared in the Literary Gazette and Athenaeum.	[912, 353, 1125, 559]
article-text: It is a rule with us, that whenever an opportunity offers of making known to our readers any new production of the 'children of genius,' we embrace that opportunity to impart that knowledge; and whenever we can conscientiously award praise to an author, we hail it to pay our unpurchased homage. It is not often that public journalists lend the sanction of their papers to publications of which they have not received a copy for review; and from what we know of the press, we strongly suspect that too often a book is either judged by the advertisements which precede or accompany it, than by its own merits. This is certainly not the case with the Northern Star; and though we should decline to give our unqualified approval to a book, we are always ready to lay before our readers the comments of our contemporaries, and the extracts they may favour the public with. The Hon. Mrs. Norton, by some devoted (according to the Athenaeum) the lyrics of British poetesses, has given to the world a poem entitled "The Child of the Islands." In relation to this poem we are exactly in the position above supposed. We have not seen it fully and completely. Our knowledge of its contents is confined to the extracts which have appeared in the Literary Gazette and Athenaeum.	[912, 1380, 1125, 1587]
verse-line: Of yells from fellow-men, triumphant in his fear!	[252, 91, 417, 101]
article-text: It is a rule with us, that whenever an opportunity offers of making known to our readers any new production of the 'children of genius,' we embrace that opportunity to impart that knowledge; and whenever we can conscientiously award praise to an author, we hail it to pay our unpurchased homage. It is not often that public journalists lend the sanction of their papers to publications of which they have not received a copy for review; and from what we know of the press, we strongly suspect that too often a book is either judged by the advertisements which precede or accompany it, than by its own merits. This is certainly not the case with the Northern Star; and though we should decline to give our unqualified approval to a book, we are always ready to lay before our readers the comments of our contemporaries, and the extracts they may favour the public with. The Hon. Mrs. Norton, by some devoted (according to the Athenaeum) the lyrics of British poetesses, has given to the world a poem entitled "The Child of the Islands." In relation to this poem we are exactly in the position above supposed. We have not seen it fully and completely. Our knowledge of its contents is confined to the extracts which have appeared in the Literary Gazette and Athenaeum.	[238, 1334, 451, 1540]
article-text: It is a rule with us, that whenever an opportunity offers of making known to our readers any new production of the 'children of genius,' we embrace that opportunity to impart that knowledge; and whenever we can conscientiously award praise to an author, we hail it to pay our unpurchased homage. It is not often that public journalists lend the sanction of their papers to publications of which they have not received a copy for review; and from what we know of the press, we strongly suspect that too often a book is either judged by the advertisements which precede or accompany it, than by its own merits. This is certainly not the case with the Northern Star; and though we should decline to give our unqualified approval to a book, we are always ready to lay before our readers the comments of our contemporaries, and the extracts they may favour the public with. The Hon. Mrs. Norton, by some devoted (according to the Athenaeum) the lyrics of British poetesses, has given to the world a poem entitled "The Child of the Islands." In relation to this poem we are exactly in the position above supposed. We have not seen it fully and completely. Our knowledge of its contents is confined to the extracts which have appeared in the Literary Gazette and Athenaeum.	[463, 1371, 676, 1577]
article-text: It is a rule with us, that whenever an opportunity offers of making known to our readers any new production of the 'children of genius,' we embrace that opportunity to impart that knowledge; and whenever we can conscientiously award praise to an author, we hail it to pay our unpurchased homage. It is not often that public journalists lend the sanction of their papers to publications of which they have not received a copy for review; and from what we know of the press, we strongly suspect that too often a book is either judged by the advertisements which precede or accompany it, than by its own merits. This is certainly not the case with the Northern Star; and though we should decline to give our unqualified approval to a book, we are always ready to lay before our readers the comments of our contemporaries, and the extracts they may favour the public with. The Hon. Mrs. Norton, by some devoted (according to the Athenaeum) the lyrics of British poetesses, has given to the world a poem entitled "The Child of the Islands." In relation to this poem we are exactly in the position above supposed. We have not seen it fully and completely. Our knowledge of its contents is confined to the extracts which have appeared in the Literary Gazette and Athenaeum.	[463, 343, 676, 549]
article-text: It is a rule with us, that whenever an opportunity offers of making known to our readers any new production of the 'children of genius,' we embrace that opportunity to impart that knowledge; and whenever we can conscientiously award praise to an author, we hail it to pay our unpurchased homage. It is not often that public journalists lend the sanction of their papers to publications of which they have not received a copy for review; and from what we know of the press, we strongly suspect that too often a book is either judged by the advertisements which precede or accompany it, than by its own merits. This is certainly not the case with the Northern Star; and though we should decline to give our unqualified approval to a book, we are always ready to lay before our readers the comments of our contemporaries, and the extracts they may favour the public with. The Hon. Mrs. Norton, by some devoted (according to the Athenaeum) the lyrics of British poetesses, has given to the world a poem entitled "The Child of the Islands." In relation to this poem we are exactly in the position above supposed. We have not seen it fully and completely. Our knowledge of its contents is confined to the extracts which have appeared in the Literary Gazette and Athenaeum.	[463, 754, 676, 960]
article-body: It is a rule with us, that whenever an opportunity offers of making known to our readers any new production of the 'children of genius,' we embrace that opportunity to impart that knowledge; and whenever we can conscientiously award praise to an author, we hail it to pay our unpurchased homage. It is not often that public journalists lend the sanction of their papers to publications of which they have not received a copy for review; and from what we know of the press, we strongly suspect that too often a book is either judged by the advertisements which precede or accompany it, than by its own merits. This is certainly not the case with the Northern Star; and though we should decline to give our unqualified approval to a book, we are always ready to lay before our readers the comments of our contemporaries, and the extracts they may favour the public with. The Hon. Mrs. Norton, by some devoted (according to the Athenaeum) the lyrics of British poetesses, has given to the world a poem entitled "The Child of the Islands." In relation to this poem we are exactly in the position above supposed. We have not seen it fully and completely. Our knowledge of its contents is confined to the extracts which have appeared in the Literary Gazette and Athenaeum.	[14, 139, 226, 345]
divider	[1201, 507, 1286, 508]
article-text: It is a rule with us, that whenever an opportunity offers of making known to our readers any new production of the 'children of genius,' we embrace that opportunity to impart that knowledge; and whenever we can conscientiously award praise to an author, we hail it to pay our unpurchased homage. It is not often that public journalists lend the sanction of their papers to publications of which they have not received a copy for review; and from what we know of the press, we strongly suspect that too often a book is either judged by the advertisements which precede or accompany it, than by its own merits. This is certainly not the case with the Northern Star; and though we should decline to give our unqualified approval to a book, we are always ready to lay before our readers the comments of our contemporaries, and the extracts they may favour the public with. The Hon. Mrs. Norton, by some devoted (according to the Athenaeum) the lyrics of British poetesses, has given to the world a poem entitled "The Child of the Islands." In relation to this poem we are exactly in the position above supposed. We have not seen it fully and completely. Our knowledge of its contents is confined to the extracts which have appeared in the Literary Gazette and Athenaeum.	[688, 454, 900, 660]
verse-text: O! man, proud man, despise it not, That heart so kind and pure, Once gain it, and whate'er thy lot, Its love is ever sure.	[912, 72, 1125, 92]
article-text: It is a rule with us, that whenever an opportunity offers of making known to our readers any new production of the 'children of genius,' we embrace that opportunity to impart that knowledge; and whenever we can conscientiously award praise to an author, we hail it to pay our unpurchased homage. It is not often that public journalists lend the sanction of their papers to publications of which they have not received a copy for review; and from what we know of the press, we strongly suspect that too often a book is either judged by the advertisements which precede or accompany it, than by its own merits. This is certainly not the case with the Northern Star; and though we should decline to give our unqualified approval to a book, we are always ready to lay before our readers the comments of our contemporaries, and the extracts they may favour the public with. The Hon. Mrs. Norton, by some devoted (according to the Athenaeum) the lyrics of British poetesses, has given to the world a poem entitled "The Child of the Islands." In relation to this poem we are exactly in the position above supposed. We have not seen it fully and completely. Our knowledge of its contents is confined to the extracts which have appeared in the Literary Gazette and Athenaeum.	[238, 2156, 451, 2362]
verse-text: O! man, proud man, despise it not, That heart so kind and pure, Once gain it, and whate'er thy lot, Its love is ever sure.	[463, 110, 676, 129]
column-4	[681, 54, 906, 2120]
column-5	[906, 54, 1131, 2203]
article-text: It is a rule with us, that whenever an opportunity offers of making known to our readers any new production of the 'children of genius,' we embrace that opportunity to impart that knowledge; and whenever we can conscientiously award praise to an author, we hail it to pay our unpurchased homage. It is not often that public journalists lend the sanction of their papers to publications of which they have not received a copy for review; and from what we know of the press, we strongly suspect that too often a book is either judged by the advertisements which precede or accompany it, than by its own merits. This is certainly not the case with the Northern Star; and though we should decline to give our unqualified approval to a book, we are always ready to lay before our readers the comments of our contemporaries, and the extracts they may favour the public with. The Hon. Mrs. Norton, by some devoted (according to the Athenaeum) the lyrics of British poetesses, has given to the world a poem entitled "The Child of the Islands." In relation to this poem we are exactly in the position above supposed. We have not seen it fully and completely. Our knowledge of its contents is confined to the extracts which have appeared in the Literary Gazette and Athenaeum.	[238, 100, 451, 306]
article-text: It is a rule with us, that whenever an opportunity offers of making known to our readers any new production of the 'children of genius,' we embrace that opportunity to impart that knowledge; and whenever we can conscientiously award praise to an author, we hail it to pay our unpurchased homage. It is not often that public journalists lend the sanction of their papers to publications of which they have not received a copy for review; and from what we know of the press, we strongly suspect that too often a book is either judged by the advertisements which precede or accompany it, than by its own merits. This is certainly not the case with the Northern Star; and though we should decline to give our unqualified approval to a book, we are always ready to lay before our readers the comments of our contemporaries, and the extracts they may favour the public with. The Hon. Mrs. Norton, by some devoted (according to the Athenaeum) the lyrics of British poetesses, has given to the world a poem entitled "The Child of the Islands." In relation to this poem we are exactly in the position above supposed. We have not seen it fully and completely. Our knowledge of its contents is confined to the extracts which have appeared in the Literary Gazette and Athenaeum.	[238, 1128, 451, 1334]
verse-line: Stood Tyburn Gate and gallows! Scenes of woe,	[252, 54, 413, 63]
article-text: It is a rule with us, that whenever an opportunity offers of making known to our readers any new production of the 'children of genius,' we embrace that opportunity to impart that knowledge; and whenever we can conscientiously award praise to an author, we hail it to pay our unpurchased homage. It is not often that public journalists lend the sanction of their papers to publications of which they have not received a copy for review; and from what we know of the press, we strongly suspect that too often a book is either judged by the advertisements which precede or accompany it, than by its own merits. This is certainly not the case with the Northern Star; and though we should decline to give our unqualified approval to a book, we are always ready to lay before our readers the comments of our contemporaries, and the extracts they may favour the public with. The Hon. Mrs. Norton, by some devoted (according to the Athenaeum) the lyrics of British poetesses, has given to the world a poem entitled "The Child of the Islands." In relation to this poem we are exactly in the position above supposed. We have not seen it fully and completely. Our knowledge of its contents is confined to the extracts which have appeared in the Literary Gazette and Athenaeum.	[14, 970, 226, 1176]
article-text: It is a rule with us, that whenever an opportunity offers of making known to our readers any new production of the 'children of genius,' we embrace that opportunity to impart that knowledge; and whenever we can conscientiously award praise to an author, we hail it to pay our unpurchased homage. It is not often that public journalists lend the sanction of their papers to publications of which they have not received a copy for review; and from what we know of the press, we strongly suspect that too often a book is either judged by the advertisements which precede or accompany it, than by its own merits. This is certainly not the case with the Northern Star; and though we should decline to give our unqualified approval to a book, we are always ready to lay before our readers the comments of our contemporaries, and the extracts they may favour the public with. The Hon. Mrs. Norton, by some devoted (according to the Athenaeum) the lyrics of British poetesses, has given to the world a poem entitled "The Child of the Islands." In relation to this poem we are exactly in the position above supposed. We have not seen it fully and completely. Our knowledge of its contents is confined to the extracts which have appeared in the Literary Gazette and Athenaeum.	[14, 344, 226, 550]
section-heading-feast: The Feast of the Poets.	[20, 56, 220, 108]
page-number: 3	[1337, 17, 1349, 42]
article-text: It is a rule with us, that whenever an opportunity offers of making known to our readers any new production of the 'children of genius,' we embrace that opportunity to impart that knowledge; and whenever we can conscientiously award praise to an author, we hail it to pay our unpurchased homage. It is not often that public journalists lend the sanction of their papers to publications of which they have not received a copy for review; and from what we know of the press, we strongly suspect that too often a book is either judged by the advertisements which precede or accompany it, than by its own merits. This is certainly not the case with the Northern Star; and though we should decline to give our unqualified approval to a book, we are always ready to lay before our readers the comments of our contemporaries, and the extracts they may favour the public with. The Hon. Mrs. Norton, by some devoted (according to the Athenaeum) the lyrics of British poetesses, has given to the world a poem entitled "The Child of the Islands." In relation to this poem we are exactly in the position above supposed. We have not seen it fully and completely. Our knowledge of its contents is confined to the extracts which have appeared in the Literary Gazette and Athenaeum.	[688, 1286, 900, 1492]
article-text: It is a rule with us, that whenever an opportunity offers of making known to our readers any new production of the 'children of genius,' we embrace that opportunity to impart that knowledge; and whenever we can conscientiously award praise to an author, we hail it to pay our unpurchased homage. It is not often that public journalists lend the sanction of their papers to publications of which they have not received a copy for review; and from what we know of the press, we strongly suspect that too often a book is either judged by the advertisements which precede or accompany it, than by its own merits. This is certainly not the case with the Northern Star; and though we should decline to give our unqualified approval to a book, we are always ready to lay before our readers the comments of our contemporaries, and the extracts they may favour the public with. The Hon. Mrs. Norton, by some devoted (according to the Athenaeum) the lyrics of British poetesses, has given to the world a poem entitled "The Child of the Islands." In relation to this poem we are exactly in the position above supposed. We have not seen it fully and completely. Our knowledge of its contents is confined to the extracts which have appeared in the Literary Gazette and Athenaeum.	[912, 764, 1125, 970]
article-text: It is a rule with us, that whenever an opportunity offers of making known to our readers any new production of the 'children of genius,' we embrace that opportunity to impart that knowledge; and whenever we can conscientiously award praise to an author, we hail it to pay our unpurchased homage. It is not often that public journalists lend the sanction of their papers to publications of which they have not received a copy for review; and from what we know of the press, we strongly suspect that too often a book is either judged by the advertisements which precede or accompany it, than by its own merits. This is certainly not the case with the Northern Star; and though we should decline to give our unqualified approval to a book, we are always ready to lay before our readers the comments of our contemporaries, and the extracts they may favour the public with. The Hon. Mrs. Norton, by some devoted (according to the Athenaeum) the lyrics of British poetesses, has given to the world a poem entitled "The Child of the Islands." In relation to this poem we are exactly in the position above supposed. We have not seen it fully and completely. Our knowledge of its contents is confined to the extracts which have appeared in the Literary Gazette and Athenaeum.	[463, 1165, 676, 1372]
article-text: It is a rule with us, that whenever an opportunity offers of making known to our readers any new production of the 'children of genius,' we embrace that opportunity to impart that knowledge; and whenever we can conscientiously award praise to an author, we hail it to pay our unpurchased homage. It is not often that public journalists lend the sanction of their papers to publications of which they have not received a copy for review; and from what we know of the press, we strongly suspect that too often a book is either judged by the advertisements which precede or accompany it, than by its own merits. This is certainly not the case with the Northern Star; and though we should decline to give our unqualified approval to a book, we are always ready to lay before our readers the comments of our contemporaries, and the extracts they may favour the public with. The Hon. Mrs. Norton, by some devoted (according to the Athenaeum) the lyrics of British poetesses, has given to the world a poem entitled "The Child of the Islands." In relation to this poem we are exactly in the position above supposed. We have not seen it fully and completely. Our knowledge of its contents is confined to the extracts which have appeared in the Literary Gazette and Athenaeum.	[463, 1577, 676, 1783]
verse-text: O! man, proud man, despise it not, That heart so kind and pure, Once gain it, and whate'er thy lot, Its love is ever sure.	[688, 110, 900, 129]
article-text: It is a rule with us, that whenever an opportunity offers of making known to our readers any new production of the 'children of genius,' we embrace that opportunity to impart that knowledge; and whenever we can conscientiously award praise to an author, we hail it to pay our unpurchased homage. It is not often that public journalists lend the sanction of their papers to publications of which they have not received a copy for review; and from what we know of the press, we strongly suspect that too often a book is either judged by the advertisements which precede or accompany it, than by its own merits. This is certainly not the case with the Northern Star; and though we should decline to give our unqualified approval to a book, we are always ready to lay before our readers the comments of our contemporaries, and the extracts they may favour the public with. The Hon. Mrs. Norton, by some devoted (according to the Athenaeum) the lyrics of British poetesses, has given to the world a poem entitled "The Child of the Islands." In relation to this poem we are exactly in the position above supposed. We have not seen it fully and completely. Our knowledge of its contents is confined to the extracts which have appeared in the Literary Gazette and Athenaeum.	[1137, 2007, 1350, 2213]
verse-text: O! man, proud man, despise it not, That heart so kind and pure, Once gain it, and whate'er thy lot, Its love is ever sure.	[912, 54, 1125, 73]
verse-line: While, as he swung in stifling throe,	[252, 72, 373, 82]
verse-text: O! man, proud man, despise it not, That heart so kind and pure, Once gain it, and whate'er thy lot, Its love is ever sure.	[912, 128, 1125, 148]
article-text: It is a rule with us, that whenever an opportunity offers of making known to our readers any new production of the 'children of genius,' we embrace that opportunity to impart that knowledge; and whenever we can conscientiously award praise to an author, we hail it to pay our unpurchased homage. It is not often that public journalists lend the sanction of their papers to publications of which they have not received a copy for review; and from what we know of the press, we strongly suspect that too often a book is either judged by the advertisements which precede or accompany it, than by its own merits. This is certainly not the case with the Northern Star; and though we should decline to give our unqualified approval to a book, we are always ready to lay before our readers the comments of our contemporaries, and the extracts they may favour the public with. The Hon. Mrs. Norton, by some devoted (according to the Athenaeum) the lyrics of British poetesses, has given to the world a poem entitled "The Child of the Islands." In relation to this poem we are exactly in the position above supposed. We have not seen it fully and completely. Our knowledge of its contents is confined to the extracts which have appeared in the Literary Gazette and Athenaeum.	[238, 1950, 451, 2156]
article-text: It is a rule with us, that whenever an opportunity offers of making known to our readers any new production of the 'children of genius,' we embrace that opportunity to impart that knowledge; and whenever we can conscientiously award praise to an author, we hail it to pay our unpurchased homage. It is not often that public journalists lend the sanction of their papers to publications of which they have not received a copy for review; and from what we know of the press, we strongly suspect that too often a book is either judged by the advertisements which precede or accompany it, than by its own merits. This is certainly not the case with the Northern Star; and though we should decline to give our unqualified approval to a book, we are always ready to lay before our readers the comments of our contemporaries, and the extracts they may favour the public with. The Hon. Mrs. Norton, by some devoted (according to the Athenaeum) the lyrics of British poetesses, has given to the world a poem entitled "The Child of the Islands." In relation to this poem we are exactly in the position above supposed. We have not seen it fully and completely. Our knowledge of its contents is confined to the extracts which have appeared in the Literary Gazette and Athenaeum.	[688, 660, 900, 866]
issue-date: April 26, 1845.	[14, 21, 143, 41]
article-text: It is a rule with us, that whenever an opportunity offers of making known to our readers any new production of the 'children of genius,' we embrace that opportunity to impart that knowledge; and whenever we can conscientiously award praise to an author, we hail it to pay our unpurchased homage. It is not often that public journalists lend the sanction of their papers to publications of which they have not received a copy for review; and from what we know of the press, we strongly suspect that too often a book is either judged by the advertisements which precede or accompany it, than by its own merits. This is certainly not the case with the Northern Star; and though we should decline to give our unqualified approval to a book, we are always ready to lay before our readers the comments of our contemporaries, and the extracts they may favour the public with. The Hon. Mrs. Norton, by some devoted (according to the Athenaeum) the lyrics of British poetesses, has given to the world a poem entitled "The Child of the Islands." In relation to this poem we are exactly in the position above supposed. We have not seen it fully and completely. Our knowledge of its contents is confined to the extracts which have appeared in the Literary Gazette and Athenaeum.	[14, 1586, 226, 1793]
article-text: It is a rule with us, that whenever an opportunity offers of making known to our readers any new production of the 'children of genius,' we embrace that opportunity to impart that knowledge; and whenever we can conscientiously award praise to an author, we hail it to pay our unpurchased homage. It is not often that public journalists lend the sanction of their papers to publications of which they have not received a copy for review; and from what we know of the press, we strongly suspect that too often a book is either judged by the advertisements which precede or accompany it, than by its own merits. This is certainly not the case with the Northern Star; and though we should decline to give our unqualified approval to a book, we are always ready to lay before our readers the comments of our contemporaries, and the extracts they may favour the public with. The Hon. Mrs. Norton, by some devoted (according to the Athenaeum) the lyrics of British poetesses, has given to the world a poem entitled "The Child of the Islands." In relation to this poem we are exactly in the position above supposed. We have not seen it fully and completely. Our knowledge of its contents is confined to the extracts which have appeared in the Literary Gazette and Athenaeum.	[14, 764, 226, 970]
article-body: As an "Abnormal Sufferer." — We were rather startled the other evening by the following announcement, which appeared in the Cork Examiner.	[1137, 540, 1350, 569]
song-title: SONG OF LIBERTY.	[756, 865, 843, 875]
article-text: It is a rule with us, that whenever an opportunity offers of making known to our readers any new production of the 'children of genius,' we embrace that opportunity to impart that knowledge; and whenever we can conscientiously award praise to an author, we hail it to pay our unpurchased homage. It is not often that public journalists lend the sanction of their papers to publications of which they have not received a copy for review; and from what we know of the press, we strongly suspect that too often a book is either judged by the advertisements which precede or accompany it, than by its own merits. This is certainly not the case with the Northern Star; and though we should decline to give our unqualified approval to a book, we are always ready to lay before our readers the comments of our contemporaries, and the extracts they may favour the public with. The Hon. Mrs. Norton, by some devoted (according to the Athenaeum) the lyrics of British poetesses, has given to the world a poem entitled "The Child of the Islands." In relation to this poem we are exactly in the position above supposed. We have not seen it fully and completely. Our knowledge of its contents is confined to the extracts which have appeared in the Literary Gazette and Athenaeum.	[912, 1586, 1125, 1792]
article-text: It is a rule with us, that whenever an opportunity offers of making known to our readers any new production of the 'children of genius,' we embrace that opportunity to impart that knowledge; and whenever we can conscientiously award praise to an author, we hail it to pay our unpurchased homage. It is not often that public journalists lend the sanction of their papers to publications of which they have not received a copy for review; and from what we know of the press, we strongly suspect that too often a book is either judged by the advertisements which precede or accompany it, than by its own merits. This is certainly not the case with the Northern Star; and though we should decline to give our unqualified approval to a book, we are always ready to lay before our readers the comments of our contemporaries, and the extracts they may favour the public with. The Hon. Mrs. Norton, by some devoted (according to the Athenaeum) the lyrics of British poetesses, has given to the world a poem entitled "The Child of the Islands." In relation to this poem we are exactly in the position above supposed. We have not seen it fully and completely. Our knowledge of its contents is confined to the extracts which have appeared in the Literary Gazette and Athenaeum.	[238, 306, 451, 512]
